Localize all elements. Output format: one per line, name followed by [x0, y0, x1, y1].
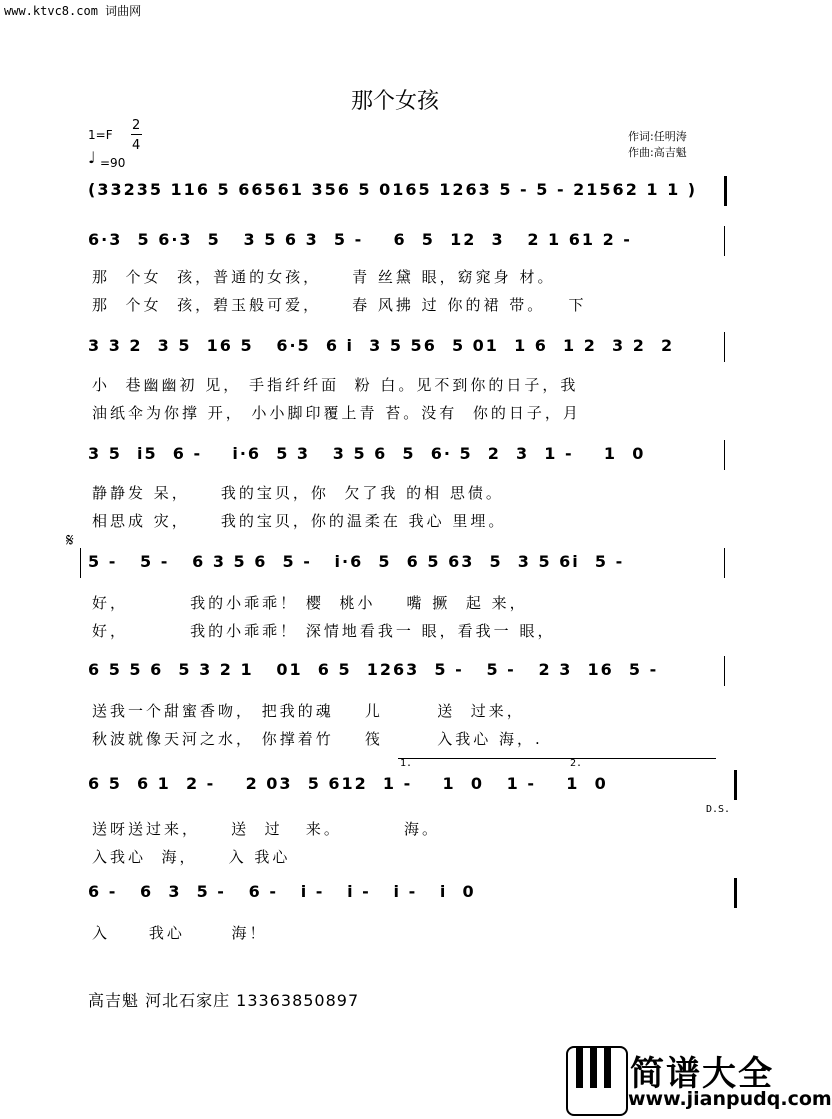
notes-line: 6·3 5 6·3 5 3 5 6 3 5 - 6 5 12 3 2 1 61 2 -	[88, 230, 632, 249]
lyric-line: 那 个女 孩，普通的女孩， 青 丝黛 眼，窈窕身 材。	[92, 268, 556, 286]
lyric-line: 小 巷幽幽初 见， 手指纤纤面 粉 白。见不到你的日子，我	[92, 376, 579, 394]
volta-bracket	[398, 758, 716, 759]
notes-line: 6 - 6 3 5 - 6 - i - i - i - i 0	[88, 882, 476, 901]
time-signature-top: 2	[132, 118, 141, 133]
lyricist: 作词:任明涛	[628, 130, 687, 143]
notes-line: 6 5 6 1 2 - 2 03 5 612 1 - 1 0 1 - 1 0	[88, 774, 608, 793]
score-row-5	[88, 660, 728, 690]
volta-2-label: 2.	[570, 758, 583, 769]
logo-text: 简谱大全	[630, 1054, 774, 1094]
lyric-line: 送我一个甜蜜香吻， 把我的魂 儿 送 过来，	[92, 702, 525, 720]
barline	[80, 548, 81, 578]
score-row-2	[88, 336, 728, 366]
key-signature: 1=F	[88, 128, 113, 142]
composer: 作曲:高吉魁	[628, 146, 687, 159]
score-row-3	[88, 444, 728, 474]
notes-line: 6 5 5 6 5 3 2 1 01 6 5 1263 5 - 5 - 2 3 16 5 -	[88, 660, 659, 679]
time-signature-rule	[131, 134, 142, 135]
quarter-note-icon: ♩	[88, 148, 96, 167]
piano-keys-icon	[566, 1046, 628, 1116]
lyric-line: 入我心 海， 入 我心	[92, 848, 291, 866]
notes-line: 3 5 i5 6 - i·6 5 3 3 5 6 5 6· 5 2 3 1 - 1 0	[88, 444, 646, 463]
score-row-1	[88, 230, 728, 260]
site-watermark: www.ktvc8.com 词曲网	[4, 4, 142, 18]
score-row-0	[88, 180, 728, 210]
lyric-line: 秋波就像天河之水， 你撑着竹 筏 入我心 海，.	[92, 730, 543, 748]
lyric-line: 好， 我的小乖乖！ 樱 桃小 嘴 撅 起 来，	[92, 594, 528, 612]
notes-line: (33235 116 5 66561 356 5 0165 1263 5 - 5 - 21562 1 1 )	[88, 180, 698, 199]
lyric-line: 好， 我的小乖乖！ 深情地看我一 眼，看我一 眼，	[92, 622, 556, 640]
notes-line: 5 - 5 - 6 3 5 6 5 - i·6 5 6 5 63 5 3 5 6i 5 -	[88, 552, 625, 571]
lyric-line: 入 我心 海！	[92, 924, 268, 942]
song-title: 那个女孩	[350, 89, 439, 114]
logo-url: www.jianpudq.com	[628, 1088, 832, 1110]
site-logo	[566, 1046, 832, 1116]
score-row-4	[88, 552, 728, 582]
lyric-line: 送呀送过来， 送 过 来。 海。	[92, 820, 441, 838]
score-row-6	[88, 774, 728, 804]
lyric-line: 油纸伞为你撑 开， 小小脚印覆上青 苔。没有 你的日子，月	[92, 404, 581, 422]
lyric-line: 那 个女 孩，碧玉般可爱， 春 风拂 过 你的裙 带。 下	[92, 296, 587, 314]
tempo: =90	[100, 156, 126, 170]
final-barline	[734, 878, 737, 908]
dal-segno-mark: D.S.	[706, 804, 731, 815]
lyric-line: 相思成 灾， 我的宝贝，你的温柔在 我心 里埋。	[92, 512, 507, 530]
lyric-line: 静静发 呆， 我的宝贝，你 欠了我 的相 思债。	[92, 484, 504, 502]
segno-icon: 𝄋	[66, 530, 74, 551]
final-barline	[734, 770, 737, 800]
time-signature-bottom: 4	[132, 138, 141, 153]
volta-1-label: 1.	[400, 758, 413, 769]
footer-contact: 高吉魁 河北石家庄 13363850897	[88, 991, 360, 1010]
notes-line: 3 3 2 3 5 16 5 6·5 6 i 3 5 56 5 01 1 6 1 2 3 2 2	[88, 336, 675, 355]
score-row-7	[88, 882, 728, 912]
